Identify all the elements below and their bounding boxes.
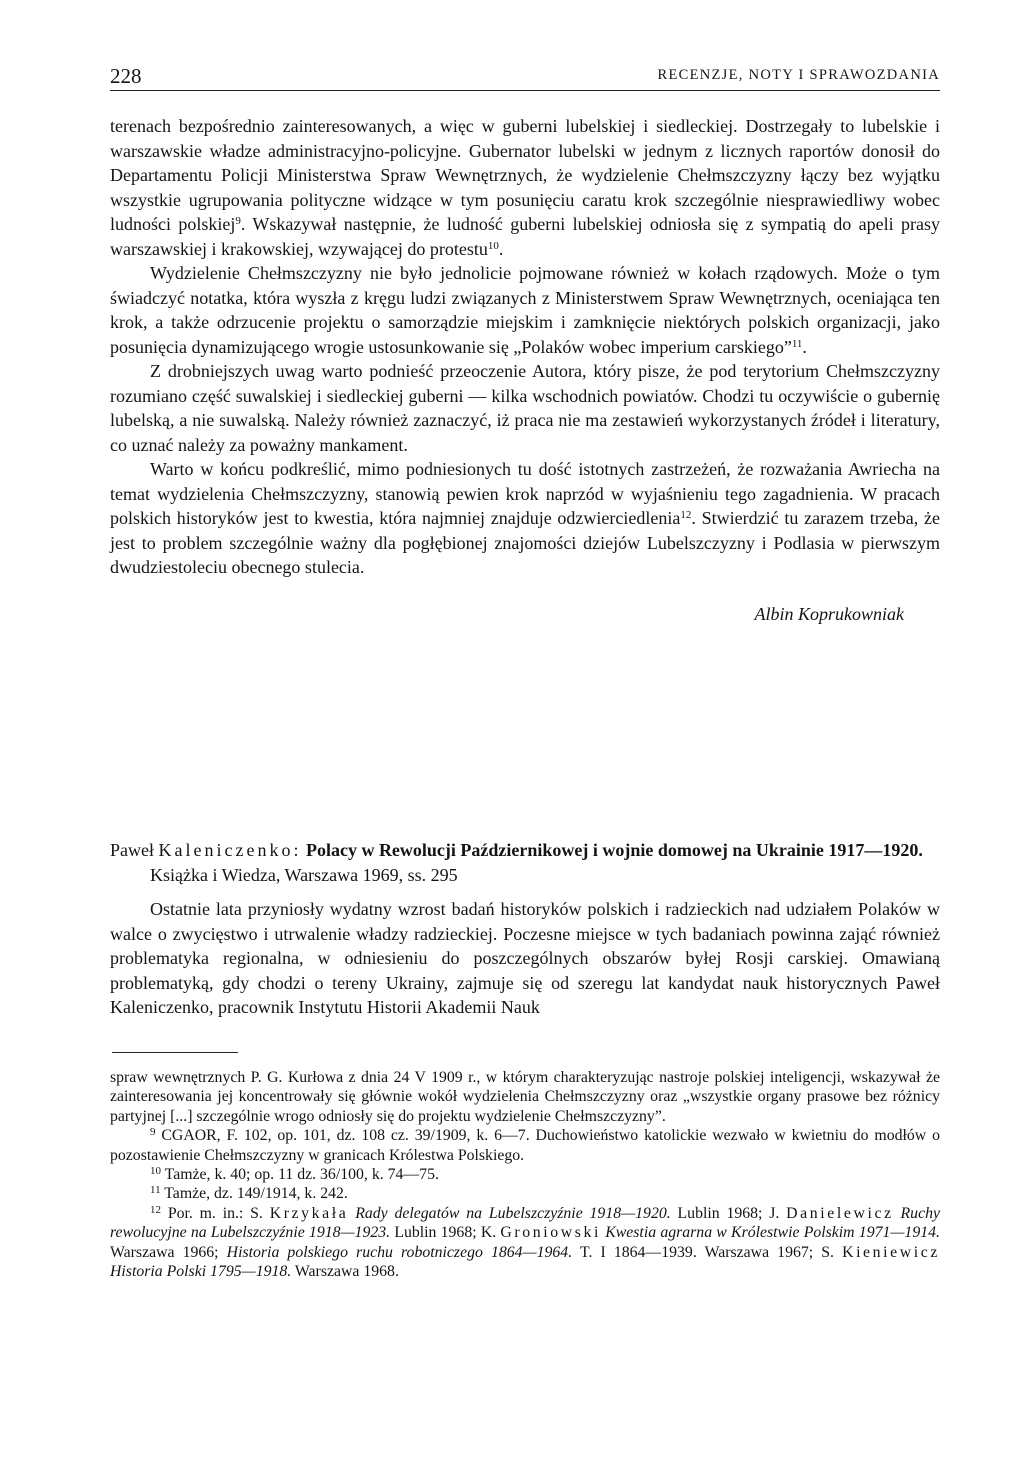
footnote-ref: 10 — [487, 239, 499, 252]
footnote-ref: 9 — [235, 215, 241, 227]
review-signature: Albin Koprukowniak — [754, 603, 904, 624]
footnote-11 — [110, 1184, 940, 1203]
footnote-ref: 11 — [791, 337, 803, 350]
footnote-divider — [112, 1052, 238, 1053]
footnotes — [110, 1068, 940, 1281]
paragraph-text: . — [802, 336, 807, 357]
first-review-text — [110, 114, 940, 626]
cited-title: Historia polskiego ruchu robotniczego 1864—1964. — [226, 1243, 573, 1261]
cited-author: Groniowski — [500, 1224, 601, 1242]
footnote-text: T. I 1864—1939. Warszawa 1967; S. — [579, 1243, 834, 1261]
cited-title: Rady delegatów na Lubelszczyźnie 1918—1920. — [355, 1204, 671, 1222]
paragraph — [110, 114, 940, 261]
cited-title: Ruchy rewolucyjne na Lubelszczyźnie 1918—1923. — [110, 1204, 941, 1242]
book-publisher: Książka i Wiedza, Warszawa 1969, ss. 295 — [150, 864, 458, 885]
footnote-text: CGAOR, F. 102, op. 101, dz. 108 cz. 39/1909, k. 6—7. Duchowieństwo katolickie wezwało w kwietniu do modłów o pozostawienie Chełmszczyzny w granicach Królestwa Polskiego. — [110, 1127, 940, 1164]
footnote-12 — [110, 1204, 940, 1282]
page-header — [110, 64, 940, 91]
paragraph-text: Warto w końcu podkreślić, mimo podniesionych tu dość istotnych zastrzeżeń, że rozważania Awriecha na temat wydzielenia Chełmszczyzny, stanowią pewien krok naprzód w wyjaśnieniu tego zagadnienia. W pracach polskich historyków jest to kwestia, która najmniej znajduje odzwierciedlenia — [110, 459, 940, 528]
footnote-text: Por. m. in.: S. — [167, 1204, 263, 1222]
paragraph-text: Wydzielenie Chełmszczyzny nie było jednolicie pojmowane również w kołach rządowych. Może o tym świadczyć notatka, która wyszła z kręgu ludzi związanych z Ministerstwem Spraw Wewnętrznych, oceniająca ten krok, a także odrzucenie projektu o samorządzie miejskim i zamknięcie niektórych polskich organizacji, jako posunięcia dynamizującego wrogie ustosunkowanie się „Polaków wobec imperium carskiego” — [110, 263, 940, 357]
footnote-text: Lublin 1968; K. — [394, 1224, 497, 1242]
author-surname: Kaleniczenko: — [158, 840, 302, 860]
second-review — [110, 838, 940, 1020]
book-title: Polacy w Rewolucji Październikowej i wojnie domowej na Ukrainie 1917—1920. — [305, 840, 923, 860]
footnote-text: Warszawa 1968. — [294, 1263, 399, 1281]
footnote-ref: 12 — [680, 509, 692, 521]
footnote-number: 12 — [150, 1203, 161, 1216]
author-first-name: Paweł — [110, 840, 154, 860]
footnote-number: 10 — [150, 1165, 161, 1178]
footnote-9 — [110, 1126, 940, 1165]
footnote-text: Tamże, k. 40; op. 11 dz. 36/100, k. 74—75. — [164, 1166, 439, 1184]
cited-title: Kwestia agrarna w Królestwie Polskim 1971—1914. — [605, 1224, 940, 1242]
running-title: RECENZJE, NOTY I SPRAWOZDANIA — [657, 67, 940, 83]
footnote-number: 11 — [150, 1184, 161, 1197]
paragraph-text: . Stwierdzić tu zarazem trzeba, że jest to problem szczególnie ważny dla pogłębionej znajomości dziejów Lubelszczyzny i Podlasia w pierwszym dwudziestoleciu obecnego stulecia. — [110, 508, 940, 577]
page-number: 228 — [110, 64, 142, 88]
cited-author: Kieniewicz — [842, 1243, 940, 1261]
footnote-text: Tamże, dz. 149/1914, k. 242. — [164, 1185, 348, 1203]
footnote-text: Warszawa 1966; — [110, 1243, 219, 1261]
paragraph-text: terenach bezpośrednio zainteresowanych, a więc w guberni lubelskiej i siedleckiej. Dostrzegały to lubelskie i warszawskie władze administracyjno-policyjne. Gubernator lubelski w jednym z licznych raportów donosił do Departamentu Policji Ministerstwa Spraw Wewnętrznych, że wydzielenie Chełmszczyzny łączy bez wyjątku wszystkie ugrupowania polityczne widzące w tym posunięciu caratu krok szczególnie niesprawiedliwy wobec ludności polskiej — [110, 116, 940, 234]
paragraph: Z drobniejszych uwag warto podnieść przeoczenie Autora, który pisze, że pod terytorium Chełmszczyzny rozumiano część suwalskiej i siedleckiej guberni — kilka wschodnich powiatów. Chodzi tu oczywiście o gubernię lubelską, a nie suwalską. Należy również zaznaczyć, iż praca nie ma zestawień wykorzystanych źródeł i literatury, co uznać należy za poważny mankament. — [110, 361, 940, 455]
cited-author: Danielewicz — [786, 1204, 894, 1222]
footnote-number: 9 — [150, 1126, 156, 1139]
review-heading — [110, 838, 940, 887]
paragraph-text: . — [498, 238, 504, 259]
footnote-text: Lublin 1968; J. — [677, 1204, 780, 1222]
paragraph-text: . Wskazywał następnie, że ludność guberni lubelskiej odniosła się z sympatią do apeli prasy warszawskiej i krakowskiej, wzywającej do protestu — [110, 214, 940, 259]
paragraph: Ostatnie lata przyniosły wydatny wzrost badań historyków polskich i radzieckich nad udziałem Polaków w walce o zwycięstwo i utrwalenie władzy radzieckiej. Poczesne miejsce w tych badaniach powinna zająć również problematyka regionalna, w odniesieniu do poszczególnych obszarów byłej Rosji carskiej. Omawianą problematyką, gdy chodzi o tereny Ukrainy, zajmuje się od szeregu lat kandydat nauk historycznych Paweł Kaleniczenko, pracownik Instytutu Historii Akademii Nauk — [110, 899, 940, 1017]
cited-title: Historia Polski 1795—1918. — [110, 1263, 292, 1281]
paragraph — [110, 457, 940, 580]
cited-author: Krzykała — [269, 1204, 349, 1222]
paragraph — [110, 261, 940, 359]
footnote-10 — [110, 1165, 940, 1184]
footnote-continuation: spraw wewnętrznych P. G. Kurłowa z dnia 24 V 1909 r., w którym charakteryzując nastroje polskiej inteligencji, wskazywał że zainteresowania jej koncentrowały się głównie wokół wydzielenia Chełmszczyzny oraz „wszystkie organy prasowe bez różnicy partyjnej [...] szczególnie wrogo odniosły się do projektu wydzielenie Chełmszczyzny”. — [110, 1069, 940, 1125]
